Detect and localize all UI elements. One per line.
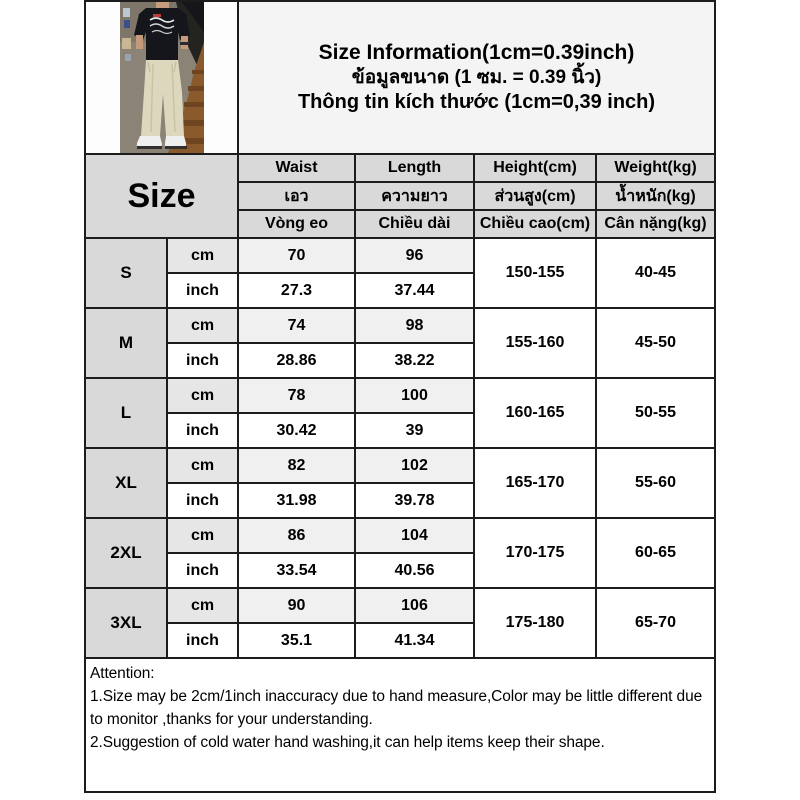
waist-inch-value: 28.86: [238, 343, 355, 378]
header-waist-th: เอว: [238, 182, 355, 210]
table-row: [85, 308, 715, 343]
table-row: [85, 238, 715, 273]
unit-inch-label: inch: [167, 343, 238, 378]
unit-cm-label: cm: [167, 448, 238, 483]
attention-note-2: 2.Suggestion of cold water hand washing,it can help items keep their shape.: [90, 734, 605, 751]
length-inch-value: 39: [355, 413, 474, 448]
attention-note: [85, 658, 715, 792]
title-vietnamese: Thông tin kích thước (1cm=0,39 inch): [297, 91, 656, 113]
weight-range: 60-65: [596, 518, 715, 588]
size-chart-sheet: [84, 0, 716, 793]
title-english: Size Information(1cm=0.39inch): [318, 41, 635, 64]
header-height-en: Height(cm): [474, 154, 596, 182]
weight-range: 55-60: [596, 448, 715, 518]
header-height-th: ส่วนสูง(cm): [474, 182, 596, 210]
unit-inch-label: inch: [167, 623, 238, 658]
length-cm-value: 102: [355, 448, 474, 483]
length-cm-value: 104: [355, 518, 474, 553]
weight-range: 65-70: [596, 588, 715, 658]
header-height-vi: Chiều cao(cm): [474, 210, 596, 238]
size-chart-table: [84, 0, 716, 793]
model-photo-illustration: [120, 2, 204, 153]
height-range: 165-170: [474, 448, 596, 518]
waist-cm-value: 90: [238, 588, 355, 623]
unit-inch-label: inch: [167, 273, 238, 308]
size-label-l: L: [85, 378, 167, 448]
length-cm-value: 96: [355, 238, 474, 273]
title-thai: ข้อมูลขนาด (1 ซม. = 0.39 นิ้ว): [351, 67, 602, 88]
header-length-vi: Chiều dài: [355, 210, 474, 238]
table-row: [85, 518, 715, 553]
waist-cm-value: 82: [238, 448, 355, 483]
header-waist-vi: Vòng eo: [238, 210, 355, 238]
attention-heading: Attention:: [90, 665, 155, 682]
table-row: [85, 378, 715, 413]
length-cm-value: 100: [355, 378, 474, 413]
unit-cm-label: cm: [167, 518, 238, 553]
header-length-th: ความยาว: [355, 182, 474, 210]
unit-cm-label: cm: [167, 378, 238, 413]
waist-cm-value: 70: [238, 238, 355, 273]
size-label-xl: XL: [85, 448, 167, 518]
waist-inch-value: 31.98: [238, 483, 355, 518]
weight-range: 50-55: [596, 378, 715, 448]
height-range: 170-175: [474, 518, 596, 588]
header-weight-th: น้ำหนัก(kg): [596, 182, 715, 210]
waist-inch-value: 27.3: [238, 273, 355, 308]
table-row: [85, 448, 715, 483]
length-inch-value: 41.34: [355, 623, 474, 658]
length-inch-value: 40.56: [355, 553, 474, 588]
length-cm-value: 98: [355, 308, 474, 343]
length-inch-value: 39.78: [355, 483, 474, 518]
waist-inch-value: 30.42: [238, 413, 355, 448]
table-row: [85, 588, 715, 623]
attention-note-1: 1.Size may be 2cm/1inch inaccuracy due to hand measure,Color may be little different due to monitor ,thanks for your understanding.: [90, 688, 703, 728]
height-range: 175-180: [474, 588, 596, 658]
unit-cm-label: cm: [167, 588, 238, 623]
waist-inch-value: 35.1: [238, 623, 355, 658]
product-photo: [86, 2, 237, 153]
unit-inch-label: inch: [167, 553, 238, 588]
header-weight-en: Weight(kg): [596, 154, 715, 182]
unit-cm-label: cm: [167, 238, 238, 273]
title-block: [238, 1, 715, 154]
length-inch-value: 37.44: [355, 273, 474, 308]
length-inch-value: 38.22: [355, 343, 474, 378]
length-cm-value: 106: [355, 588, 474, 623]
height-range: 150-155: [474, 238, 596, 308]
size-label-3xl: 3XL: [85, 588, 167, 658]
header-waist-en: Waist: [238, 154, 355, 182]
height-range: 155-160: [474, 308, 596, 378]
unit-inch-label: inch: [167, 413, 238, 448]
header-weight-vi: Cân nặng(kg): [596, 210, 715, 238]
header-length-en: Length: [355, 154, 474, 182]
waist-cm-value: 74: [238, 308, 355, 343]
waist-cm-value: 86: [238, 518, 355, 553]
weight-range: 45-50: [596, 308, 715, 378]
size-label-s: S: [85, 238, 167, 308]
unit-cm-label: cm: [167, 308, 238, 343]
weight-range: 40-45: [596, 238, 715, 308]
waist-cm-value: 78: [238, 378, 355, 413]
size-label-m: M: [85, 308, 167, 378]
product-photo-cell: [85, 1, 238, 154]
waist-inch-value: 33.54: [238, 553, 355, 588]
unit-inch-label: inch: [167, 483, 238, 518]
size-label-2xl: 2XL: [85, 518, 167, 588]
size-column-header: Size: [85, 154, 238, 238]
height-range: 160-165: [474, 378, 596, 448]
